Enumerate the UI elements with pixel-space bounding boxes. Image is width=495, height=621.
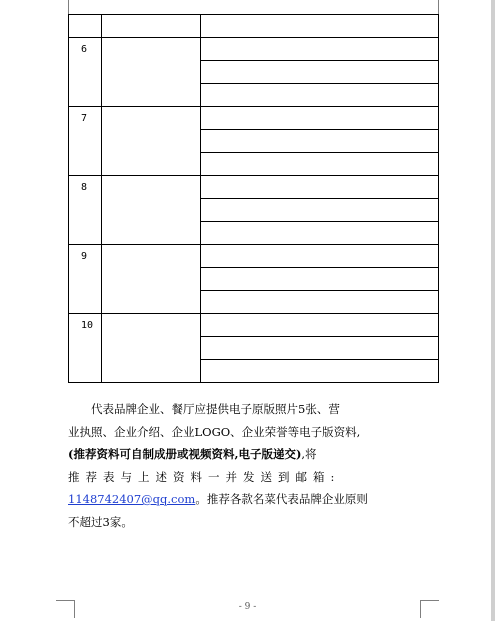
table-row: [69, 176, 439, 199]
crop-mark-top-left-v: [68, 0, 69, 14]
detail-cell[interactable]: [201, 199, 439, 222]
detail-cell[interactable]: [201, 130, 439, 153]
name-cell[interactable]: [102, 245, 201, 314]
page-number: - 9 -: [238, 602, 257, 612]
after-email-text: 。推荐各款名菜代表品牌企业原则: [195, 492, 368, 506]
paragraph-line-3: [68, 443, 440, 466]
detail-cell[interactable]: [201, 61, 439, 84]
table-row: [69, 314, 439, 337]
paragraph-line-2: 业执照、企业介绍、企业LOGO、企业荣誉等电子版资料,: [68, 424, 361, 439]
paragraph-line-5: [68, 488, 440, 511]
detail-cell[interactable]: [201, 291, 439, 314]
crop-mark-bottom-right-h: [420, 600, 439, 601]
detail-cell[interactable]: [201, 107, 439, 130]
paragraph-line-1: 代表品牌企业、餐厅应提供电子原版照片5张、营: [91, 402, 340, 416]
detail-cell[interactable]: [201, 84, 439, 107]
detail-cell[interactable]: [201, 314, 439, 337]
table-cell: [69, 15, 102, 38]
detail-cell[interactable]: [201, 176, 439, 199]
detail-cell[interactable]: [201, 222, 439, 245]
table-cell: [102, 15, 201, 38]
row-number: 6: [69, 38, 102, 107]
table-cell: [201, 15, 439, 38]
table-row: [69, 107, 439, 130]
name-cell[interactable]: [102, 176, 201, 245]
name-cell[interactable]: [102, 107, 201, 176]
table-row: [69, 38, 439, 61]
detail-cell[interactable]: [201, 268, 439, 291]
detail-cell[interactable]: [201, 245, 439, 268]
email-link[interactable]: 1148742407@qq.com: [68, 492, 196, 506]
row-number: 10: [69, 314, 102, 383]
detail-cell[interactable]: [201, 337, 439, 360]
crop-mark-bottom-left-h: [56, 600, 75, 601]
table-top-row: [69, 15, 439, 38]
row-number: 7: [69, 107, 102, 176]
detail-cell[interactable]: [201, 360, 439, 383]
row-number: 9: [69, 245, 102, 314]
paragraph-line-6: 不超过3家。: [68, 514, 133, 529]
line-3-end: ,将: [301, 447, 317, 461]
paragraph-line-4: 推荐表与上述资料一并发送到邮箱:: [68, 469, 341, 484]
detail-cell[interactable]: [201, 153, 439, 176]
detail-cell[interactable]: [201, 38, 439, 61]
vertical-scrollbar[interactable]: [491, 0, 495, 621]
row-number: 8: [69, 176, 102, 245]
table-row: [69, 245, 439, 268]
bold-note: (推荐资料可自制成册或视频资料,电子版递交): [68, 447, 302, 461]
name-cell[interactable]: [102, 314, 201, 383]
name-cell[interactable]: [102, 38, 201, 107]
crop-mark-top-right-v: [438, 0, 439, 14]
instruction-paragraph: [68, 398, 440, 533]
recommendation-table: [68, 14, 439, 383]
